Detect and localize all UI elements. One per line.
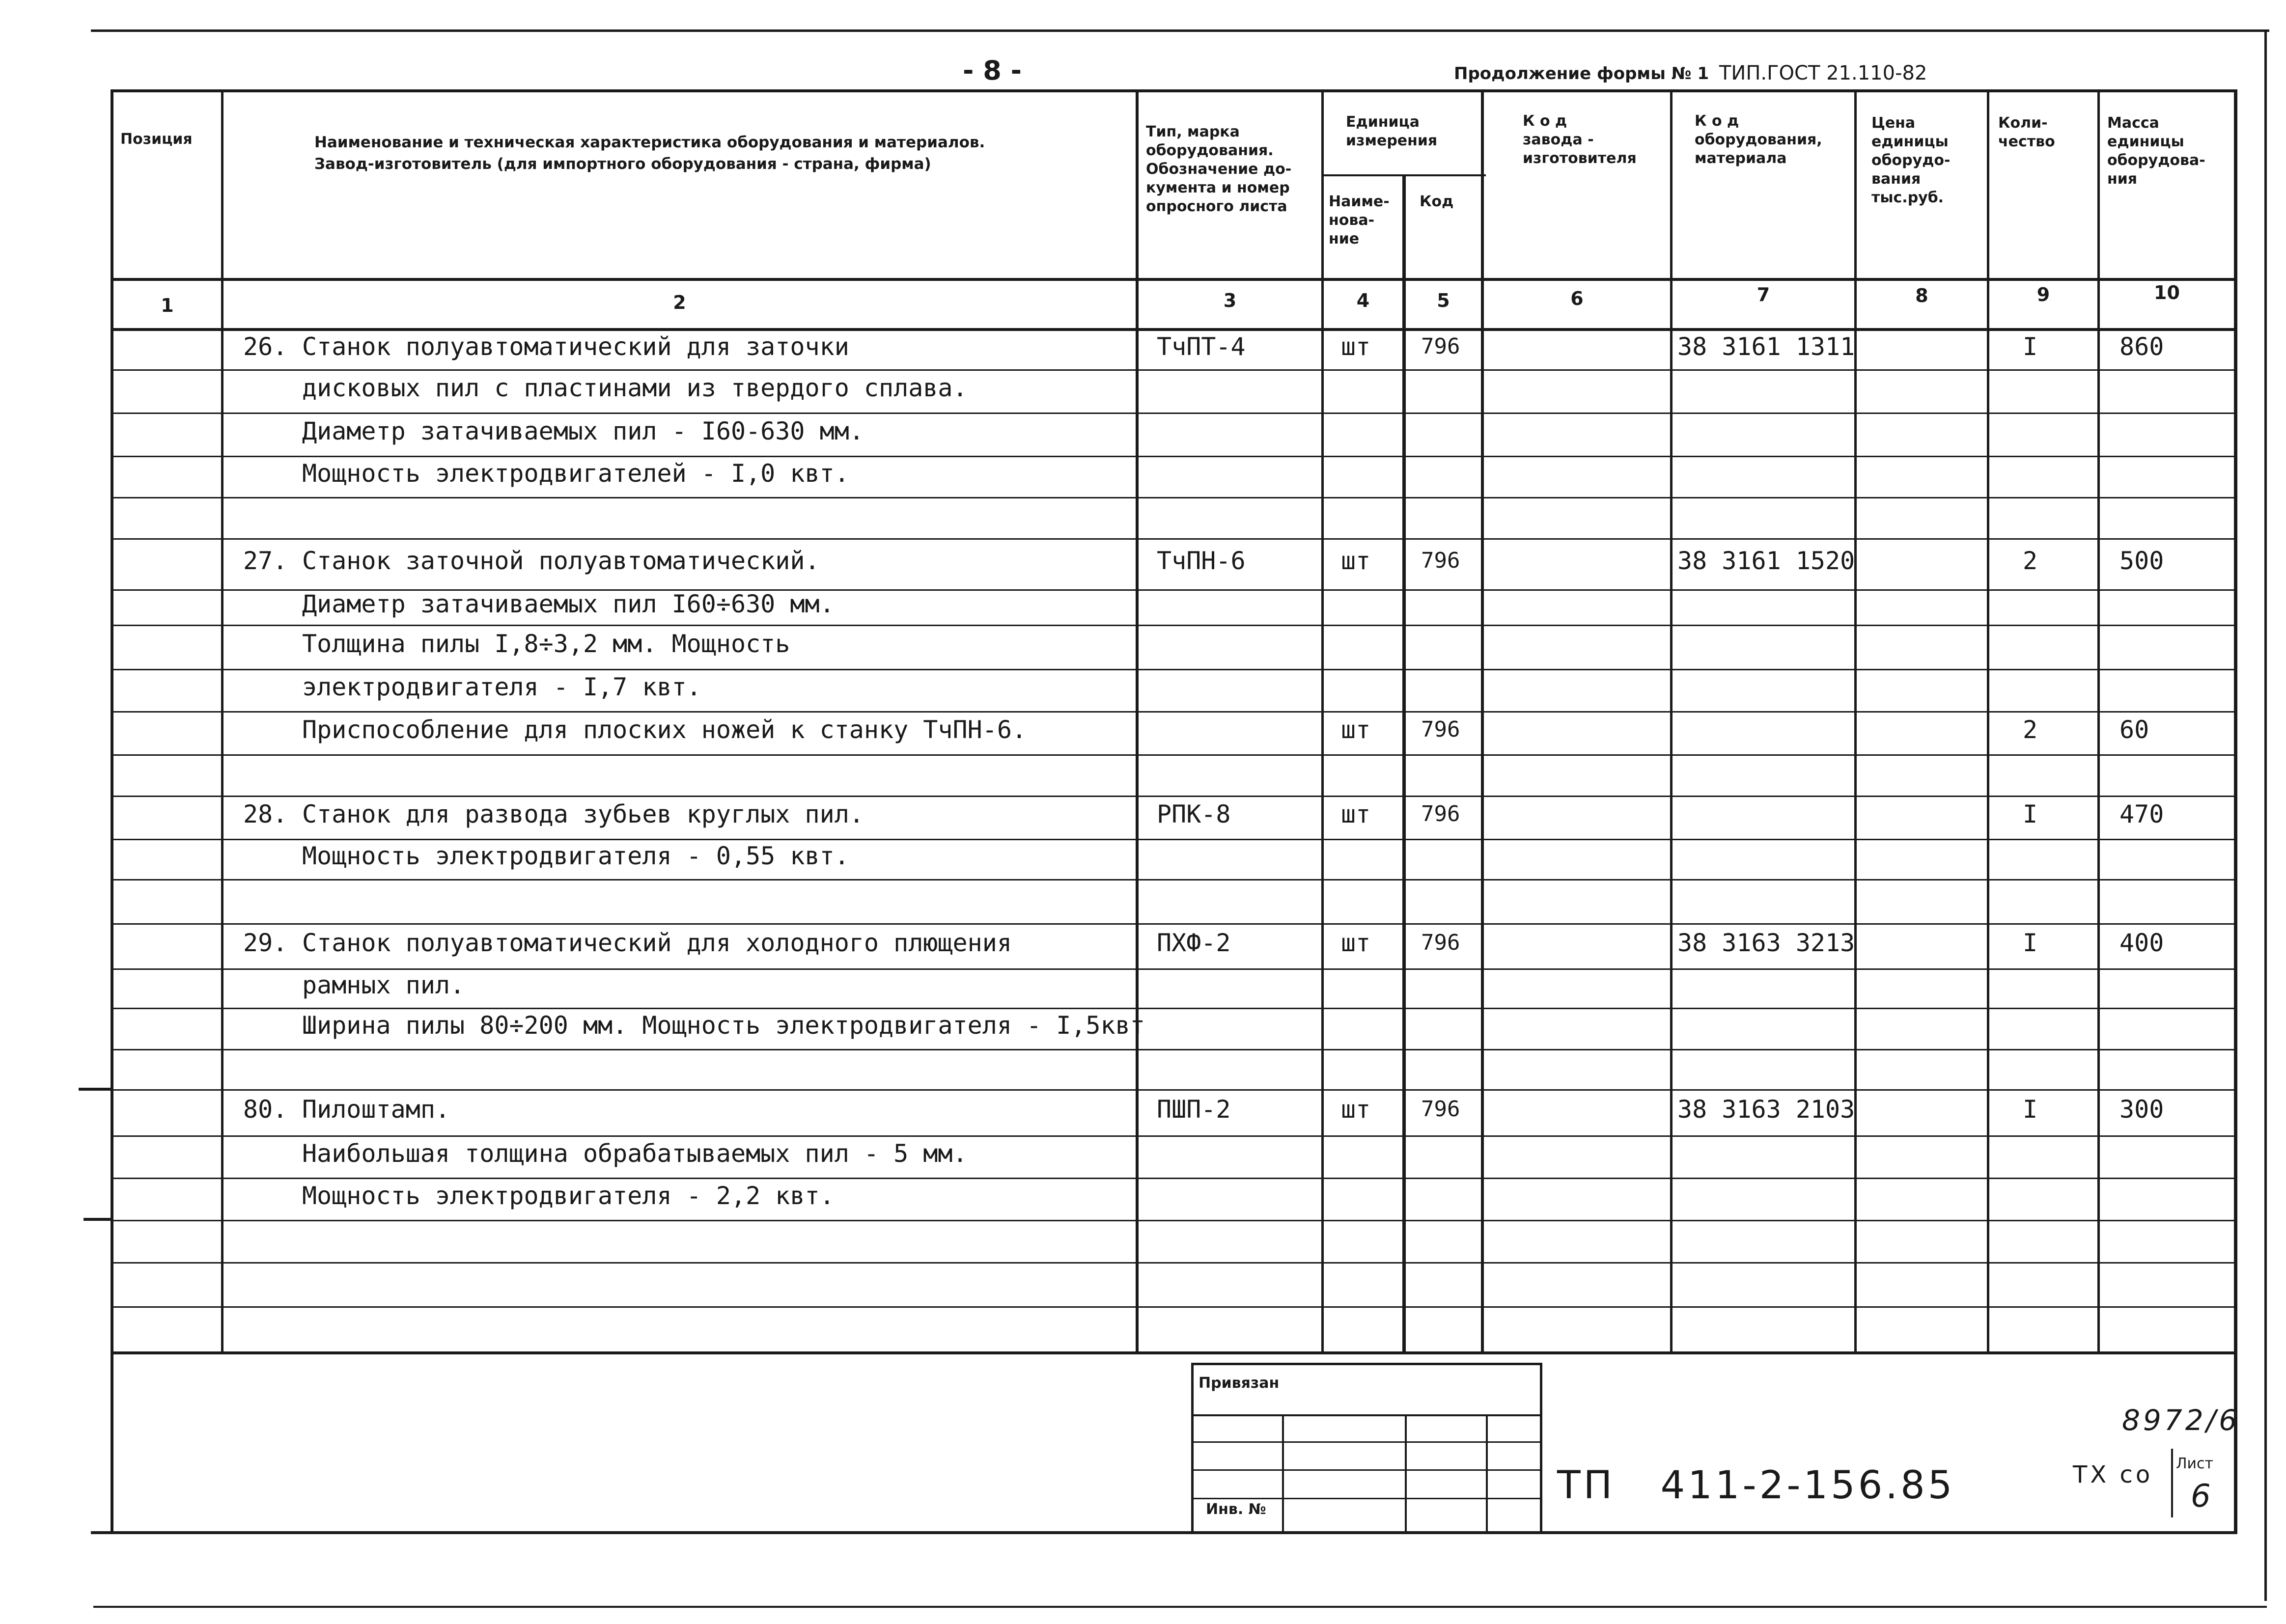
cell-qty: I bbox=[2023, 929, 2038, 957]
row-separator bbox=[111, 413, 2237, 414]
cell-name: Приспособление для плоских ножей к станку ТчПН-6. bbox=[302, 716, 1027, 744]
cell-pos: 26. bbox=[243, 332, 288, 361]
cell-name: Станок для развода зубьев круглых пил. bbox=[302, 800, 864, 828]
colnum-2: 2 bbox=[673, 292, 686, 313]
header-plant-code: К о д завода - изготовителя bbox=[1523, 112, 1637, 167]
row-separator bbox=[111, 796, 2237, 797]
cell-unit: шт bbox=[1341, 1095, 1371, 1124]
stamp-top bbox=[1191, 1363, 1542, 1365]
row-separator bbox=[111, 711, 2237, 713]
cell-equip: 38 3161 1311 bbox=[1677, 332, 1855, 361]
row-separator bbox=[111, 1262, 2237, 1264]
row-separator bbox=[111, 625, 2237, 626]
archive-number: 8972/6 bbox=[2122, 1404, 2240, 1437]
col-line-2 bbox=[1136, 89, 1139, 1354]
stamp-tied-label: Привязан bbox=[1199, 1375, 1280, 1392]
cell-type: ПШП-2 bbox=[1157, 1095, 1231, 1124]
cell-unit: шт bbox=[1341, 332, 1371, 361]
colnum-1: 1 bbox=[161, 295, 174, 316]
stamp-edge bbox=[1540, 1363, 1542, 1532]
cell-type: ТчПН-6 bbox=[1157, 547, 1246, 575]
col-line-8 bbox=[1987, 89, 1989, 1354]
cell-name: Станок полуавтоматический для заточки bbox=[302, 332, 849, 361]
header-mass: Масса единицы оборудова- ния bbox=[2107, 114, 2205, 188]
stamp-edge bbox=[1191, 1363, 1194, 1532]
row-separator bbox=[111, 497, 2237, 498]
cell-type: РПК-8 bbox=[1157, 800, 1231, 828]
colnum-bottom-line bbox=[111, 328, 2237, 331]
row-separator bbox=[111, 1306, 2237, 1308]
stamp-div bbox=[1282, 1414, 1284, 1532]
header-type: Тип, марка оборудования. Обозначение до- кумента и номер опросного листа bbox=[1146, 123, 1292, 215]
form-continuation: Продолжение формы № 1 bbox=[1454, 64, 1709, 83]
cell-name: Ширина пилы 80÷200 мм. Мощность электродвигателя - I,5квт bbox=[302, 1011, 1145, 1040]
cell-mass: 60 bbox=[2119, 716, 2149, 744]
col-line-3 bbox=[1321, 89, 1324, 1354]
cell-code: 796 bbox=[1421, 334, 1460, 359]
cell-name: электродвигателя - I,7 квт. bbox=[302, 673, 701, 701]
cell-type: ТчПТ-4 bbox=[1157, 332, 1246, 361]
colnum-7: 7 bbox=[1756, 284, 1770, 305]
cell-code: 796 bbox=[1421, 930, 1460, 955]
top-border bbox=[91, 29, 2269, 32]
colnum-9: 9 bbox=[2036, 284, 2050, 305]
right-border bbox=[2264, 29, 2267, 1601]
section-code: ТХ со bbox=[2073, 1461, 2153, 1488]
row-separator bbox=[111, 1135, 2237, 1137]
sheet-label: Лист bbox=[2176, 1455, 2214, 1472]
page-bottom-line bbox=[93, 1606, 2267, 1608]
cell-name: дисковых пил с пластинами из твердого сплава. bbox=[302, 374, 968, 402]
stamp-line bbox=[1191, 1498, 1542, 1499]
cell-pos: 27. bbox=[243, 547, 288, 575]
stamp-inv-label: Инв. № bbox=[1206, 1501, 1266, 1518]
cell-equip: 38 3163 3213 bbox=[1677, 929, 1855, 957]
col-line-9 bbox=[2097, 89, 2100, 1354]
row-separator bbox=[111, 968, 2237, 970]
colnum-4: 4 bbox=[1356, 290, 1370, 311]
row-separator bbox=[111, 538, 2237, 540]
header-equip-code: К о д оборудования, материала bbox=[1695, 112, 1822, 167]
cell-code: 796 bbox=[1421, 801, 1460, 826]
cell-qty: 2 bbox=[2023, 547, 2038, 575]
cell-name: Мощность электродвигателя - 0,55 квт. bbox=[302, 842, 849, 870]
header-price: Цена единицы оборудо- вания тыс.руб. bbox=[1871, 114, 1951, 206]
cell-qty: I bbox=[2023, 1095, 2038, 1124]
stamp-line bbox=[1191, 1414, 1542, 1416]
row-separator bbox=[111, 669, 2237, 670]
colnum-10: 10 bbox=[2154, 282, 2180, 303]
page-number: - 8 - bbox=[963, 55, 1022, 86]
cell-unit: шт bbox=[1341, 929, 1371, 957]
header-unit-code: Код bbox=[1420, 193, 1454, 210]
cell-name: Диаметр затачиваемых пил - I60-630 мм. bbox=[302, 417, 864, 445]
row-separator bbox=[111, 456, 2237, 457]
cell-name: Пилоштамп. bbox=[302, 1095, 450, 1124]
row-separator bbox=[111, 1049, 2237, 1050]
cell-name: Диаметр затачиваемых пил I60÷630 мм. bbox=[302, 590, 835, 618]
row-separator bbox=[111, 369, 2237, 371]
cell-unit: шт bbox=[1341, 547, 1371, 575]
cell-unit: шт bbox=[1341, 716, 1371, 744]
header-unit-name: Наиме- нова- ние bbox=[1329, 193, 1390, 248]
stamp-div bbox=[1405, 1414, 1407, 1532]
header-name: Наименование и техническая характеристика оборудования и материалов. Завод-изготовитель (для импортного оборудования - страна, фирма) bbox=[314, 134, 985, 173]
stamp-line bbox=[1191, 1469, 1542, 1471]
margin-tick bbox=[79, 1088, 111, 1091]
colnum-6: 6 bbox=[1570, 288, 1584, 309]
cell-pos: 29. bbox=[243, 929, 288, 957]
col-line-6 bbox=[1670, 89, 1673, 1354]
cell-name: Станок полуавтоматический для холодного плющения bbox=[302, 929, 1012, 957]
cell-pos: 28. bbox=[243, 800, 288, 828]
cell-mass: 470 bbox=[2119, 800, 2164, 828]
row-separator bbox=[111, 839, 2237, 840]
cell-qty: I bbox=[2023, 800, 2038, 828]
row-separator bbox=[111, 1089, 2237, 1091]
cell-code: 796 bbox=[1421, 548, 1460, 573]
standard-label: ТИП.ГОСТ 21.110-82 bbox=[1719, 62, 1927, 84]
stamp-div bbox=[1486, 1414, 1488, 1532]
header-position: Позиция bbox=[120, 131, 193, 148]
table-top-line bbox=[111, 89, 2237, 92]
cell-pos: 80. bbox=[243, 1095, 288, 1124]
bottom-frame-right bbox=[2234, 1351, 2237, 1534]
col-line-7 bbox=[1854, 89, 1857, 1354]
header-qty: Коли- чество bbox=[1998, 114, 2055, 150]
margin-tick bbox=[84, 1218, 111, 1221]
col-line-10 bbox=[2234, 89, 2237, 1354]
colnum-5: 5 bbox=[1437, 290, 1450, 311]
cell-unit: шт bbox=[1341, 800, 1371, 828]
cell-mass: 300 bbox=[2119, 1095, 2164, 1124]
project-code: ТП 411-2-156.85 bbox=[1557, 1463, 1955, 1508]
cell-code: 796 bbox=[1421, 717, 1460, 742]
colnum-3: 3 bbox=[1223, 290, 1237, 311]
bottom-frame-line bbox=[91, 1531, 2237, 1534]
row-separator bbox=[111, 1178, 2237, 1179]
col-line-4 bbox=[1402, 174, 1406, 1353]
cell-equip: 38 3163 2103 bbox=[1677, 1095, 1855, 1124]
cell-name: Мощность электродвигателя - 2,2 квт. bbox=[302, 1182, 835, 1210]
cell-name: Мощность электродвигателей - I,0 квт. bbox=[302, 459, 849, 488]
cell-name: рамных пил. bbox=[302, 971, 465, 999]
cell-name: Толщина пилы I,8÷3,2 мм. Мощность bbox=[302, 630, 790, 658]
cell-name: Станок заточной полуавтоматический. bbox=[302, 547, 820, 575]
colnum-8: 8 bbox=[1915, 285, 1928, 306]
cell-qty: I bbox=[2023, 332, 2038, 361]
stamp-line bbox=[1191, 1441, 1542, 1443]
row-separator bbox=[111, 923, 2237, 925]
row-separator bbox=[111, 1220, 2237, 1221]
cell-name: Наибольшая толщина обрабатываемых пил - 5 мм. bbox=[302, 1139, 968, 1168]
cell-equip: 38 3161 1520 bbox=[1677, 547, 1855, 575]
row-separator bbox=[111, 1008, 2237, 1009]
row-separator bbox=[111, 754, 2237, 756]
cell-mass: 860 bbox=[2119, 332, 2164, 361]
cell-mass: 400 bbox=[2119, 929, 2164, 957]
cell-mass: 500 bbox=[2119, 547, 2164, 575]
cell-code: 796 bbox=[1421, 1097, 1460, 1122]
cell-type: ПХФ-2 bbox=[1157, 929, 1231, 957]
header-unit: Единица измерения bbox=[1346, 113, 1438, 149]
table-bottom-line bbox=[111, 1351, 2237, 1354]
col-line-1 bbox=[221, 89, 223, 1354]
col-line-5 bbox=[1481, 89, 1484, 1354]
row-separator bbox=[111, 879, 2237, 881]
header-bottom-line bbox=[111, 278, 2237, 281]
cell-qty: 2 bbox=[2023, 716, 2038, 744]
sheet-number: 6 bbox=[2191, 1478, 2214, 1514]
sheet-box-edge bbox=[2171, 1449, 2173, 1517]
